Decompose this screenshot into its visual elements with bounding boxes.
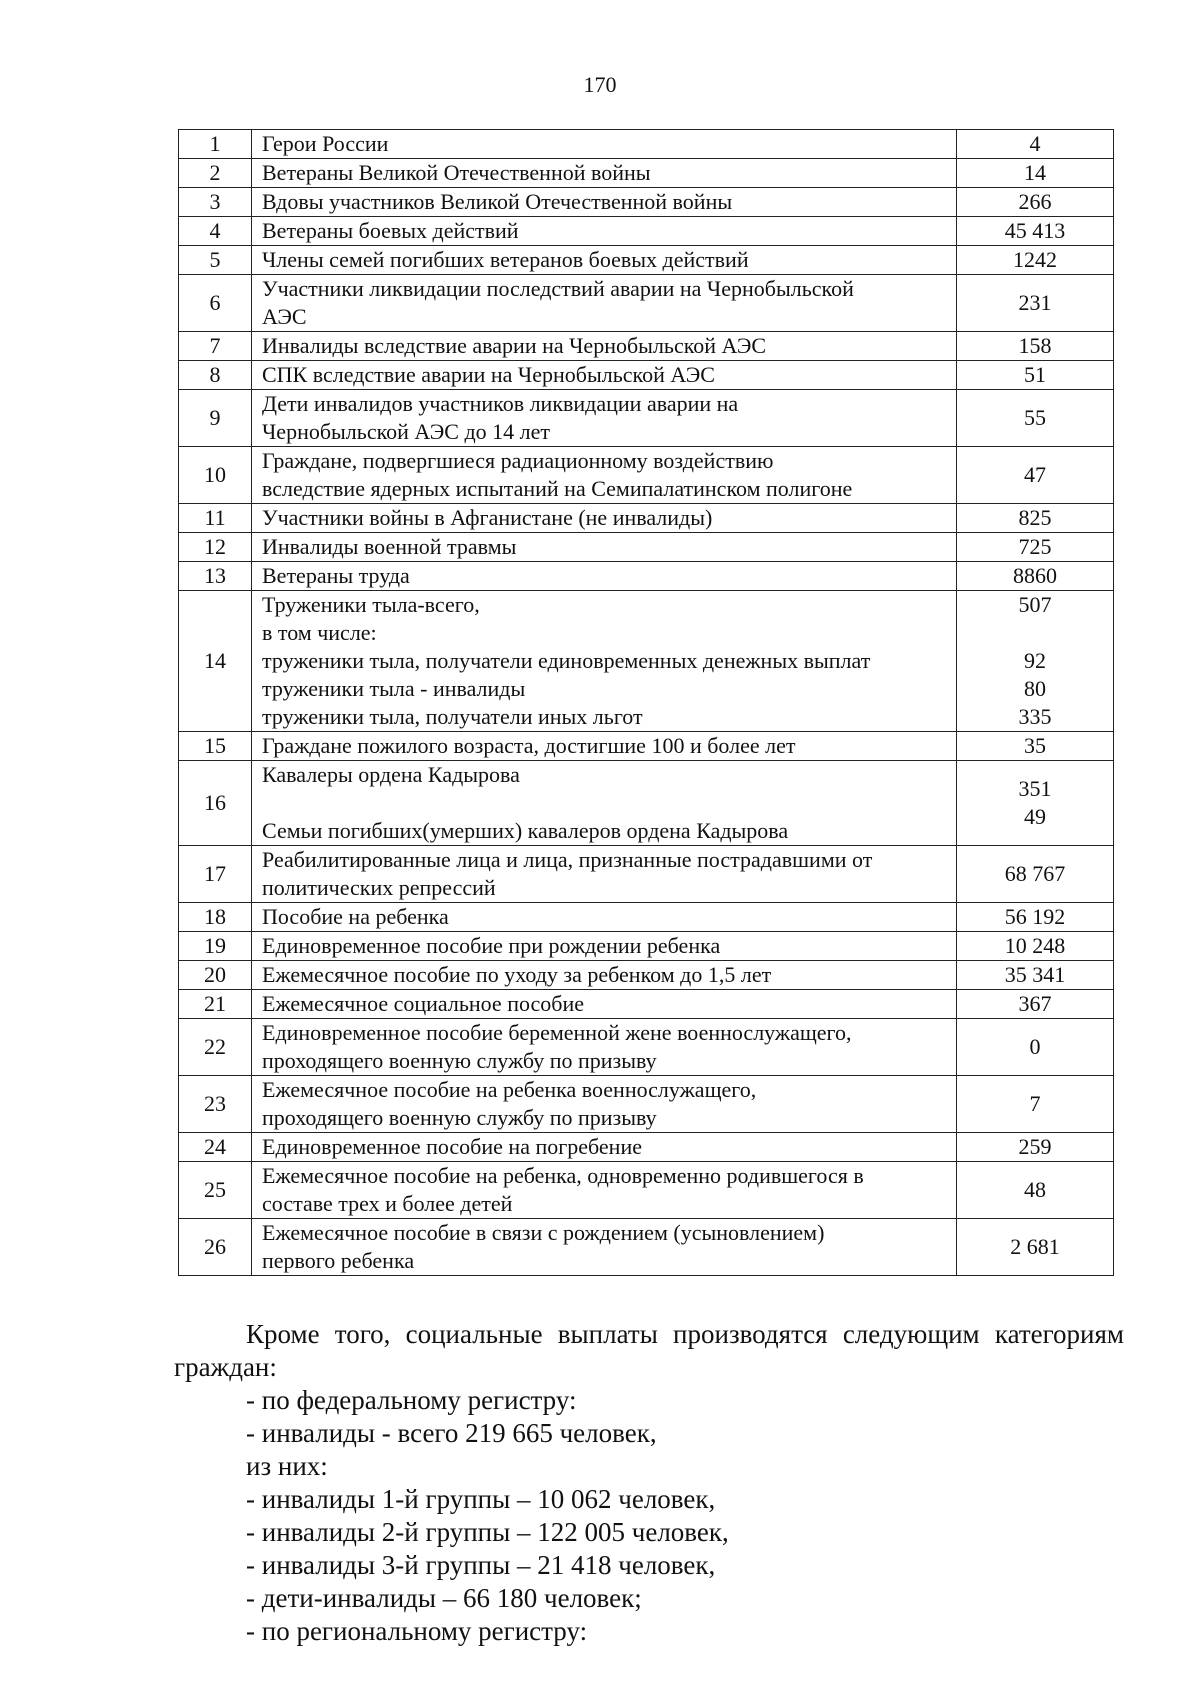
category-line: Участники войны в Афганистане (не инвалиды) [262, 505, 713, 530]
value-line: 14 [1024, 160, 1046, 185]
category-line: Реабилитированные лица и лица, признанные пострадавшими от [262, 847, 873, 872]
row-value [957, 159, 1114, 188]
row-category [252, 903, 957, 932]
row-number: 12 [179, 533, 252, 562]
row-value [957, 591, 1114, 732]
table-row [179, 1133, 1114, 1162]
value-line: 56 192 [1004, 904, 1066, 929]
row-category [252, 332, 957, 361]
row-value [957, 275, 1114, 332]
row-number: 20 [179, 961, 252, 990]
table-row [179, 1019, 1114, 1076]
row-number: 14 [179, 591, 252, 732]
row-category [252, 390, 957, 447]
row-value [957, 932, 1114, 961]
value-line: 725 [1018, 534, 1052, 559]
category-line: Единовременное пособие при рождении ребенка [262, 933, 721, 958]
row-category [252, 504, 957, 533]
table-row [179, 846, 1114, 903]
row-value [957, 390, 1114, 447]
table-row [179, 1219, 1114, 1276]
value-line: 7 [1029, 1091, 1041, 1116]
row-number: 19 [179, 932, 252, 961]
row-category [252, 761, 957, 846]
table-row [179, 903, 1114, 932]
row-value [957, 332, 1114, 361]
row-number: 18 [179, 903, 252, 932]
value-line: 45 413 [1004, 218, 1066, 243]
category-line: Труженики тыла-всего, [262, 592, 480, 617]
category-line: составе трех и более детей [262, 1191, 513, 1216]
category-line: политических репрессий [262, 875, 496, 900]
category-line: в том числе: [262, 620, 377, 645]
row-value [957, 1219, 1114, 1276]
value-line: 2 681 [1010, 1234, 1060, 1259]
table-body [179, 130, 1114, 1276]
row-category [252, 732, 957, 761]
row-number: 8 [179, 361, 252, 390]
table-row [179, 332, 1114, 361]
table-row [179, 159, 1114, 188]
row-number: 23 [179, 1076, 252, 1133]
category-line: первого ребенка [262, 1248, 415, 1273]
table-row [179, 217, 1114, 246]
row-number: 1 [179, 130, 252, 159]
category-line: Чернобыльской АЭС до 14 лет [262, 419, 551, 444]
row-category [252, 1219, 957, 1276]
table-row [179, 275, 1114, 332]
row-number: 9 [179, 390, 252, 447]
row-value [957, 846, 1114, 903]
row-number: 2 [179, 159, 252, 188]
row-number: 11 [179, 504, 252, 533]
row-value [957, 990, 1114, 1019]
row-value [957, 1162, 1114, 1219]
table-row [179, 130, 1114, 159]
category-line: Единовременное пособие на погребение [262, 1134, 642, 1159]
value-line: 92 [1024, 648, 1046, 673]
row-value [957, 732, 1114, 761]
category-line: труженики тыла - инвалиды [262, 676, 526, 701]
category-line: Граждане пожилого возраста, достигшие 100 и более лет [262, 733, 796, 758]
value-line: 10 248 [1004, 933, 1066, 958]
value-line: 55 [1024, 405, 1046, 430]
row-value [957, 217, 1114, 246]
row-category [252, 1019, 957, 1076]
table-row [179, 1076, 1114, 1133]
category-line: Дети инвалидов участников ликвидации аварии на [262, 391, 739, 416]
list-item: - инвалиды 3-й группы – 21 418 человек, [246, 1550, 716, 1580]
category-line: Ежемесячное пособие на ребенка военнослужащего, [262, 1077, 757, 1102]
table-row [179, 990, 1114, 1019]
row-category [252, 990, 957, 1019]
category-line: труженики тыла, получатели иных льгот [262, 704, 643, 729]
row-value [957, 246, 1114, 275]
table-row [179, 361, 1114, 390]
category-line: Ежемесячное пособие в связи с рождением (усыновлением) [262, 1220, 825, 1245]
row-number: 16 [179, 761, 252, 846]
row-value [957, 533, 1114, 562]
row-category [252, 1162, 957, 1219]
row-number: 25 [179, 1162, 252, 1219]
category-line: Члены семей погибших ветеранов боевых действий [262, 247, 749, 272]
row-category [252, 130, 957, 159]
value-line: 335 [1018, 704, 1052, 729]
row-category [252, 533, 957, 562]
value-line: 51 [1024, 362, 1046, 387]
category-line: Инвалиды военной травмы [262, 534, 517, 559]
list-item: - инвалиды 2-й группы – 122 005 человек, [246, 1517, 729, 1547]
category-line: Герои России [262, 131, 389, 156]
list-item: - инвалиды - всего 219 665 человек, [246, 1418, 657, 1448]
list-item: - по региональному регистру: [246, 1616, 588, 1646]
row-number: 24 [179, 1133, 252, 1162]
value-line: 1242 [1013, 247, 1057, 272]
row-category [252, 1133, 957, 1162]
row-category [252, 1076, 957, 1133]
category-line: АЭС [262, 304, 307, 329]
row-category [252, 562, 957, 591]
row-category [252, 447, 957, 504]
category-line: проходящего военную службу по призыву [262, 1105, 657, 1130]
row-number: 21 [179, 990, 252, 1019]
value-line [967, 619, 1103, 647]
category-line: Пособие на ребенка [262, 904, 449, 929]
row-value [957, 1133, 1114, 1162]
value-line: 158 [1018, 333, 1052, 358]
list-item: - по федеральному регистру: [246, 1385, 577, 1415]
category-line: вследствие ядерных испытаний на Семипалатинском полигоне [262, 476, 853, 501]
category-line: Ветераны труда [262, 563, 410, 588]
row-value [957, 188, 1114, 217]
category-line: Ежемесячное социальное пособие [262, 991, 585, 1016]
row-value [957, 903, 1114, 932]
category-line: Ежемесячное пособие по уходу за ребенком до 1,5 лет [262, 962, 772, 987]
row-number: 3 [179, 188, 252, 217]
value-line: 35 [1024, 733, 1046, 758]
row-category [252, 846, 957, 903]
value-line: 47 [1024, 462, 1046, 487]
table-row [179, 533, 1114, 562]
value-line: 231 [1018, 290, 1052, 315]
value-line: 4 [1029, 131, 1041, 156]
category-line: СПК вследствие аварии на Чернобыльской АЭС [262, 362, 715, 387]
category-line: Ветераны Великой Отечественной войны [262, 160, 651, 185]
row-number: 4 [179, 217, 252, 246]
body-text [174, 1318, 1124, 1648]
table-row [179, 504, 1114, 533]
category-line [262, 789, 946, 817]
value-line: 351 [1018, 776, 1052, 801]
value-line: 507 [1018, 592, 1052, 617]
value-line: 80 [1024, 676, 1046, 701]
row-category [252, 188, 957, 217]
row-category [252, 961, 957, 990]
category-line: Кавалеры ордена Кадырова [262, 762, 520, 787]
row-category [252, 361, 957, 390]
row-category [252, 591, 957, 732]
value-line: 259 [1018, 1134, 1052, 1159]
table-row [179, 761, 1114, 846]
category-line: Единовременное пособие беременной жене военнослужащего, [262, 1020, 852, 1045]
row-value [957, 130, 1114, 159]
row-number: 13 [179, 562, 252, 591]
row-category [252, 246, 957, 275]
category-line: Ежемесячное пособие на ребенка, одновременно родившегося в [262, 1163, 864, 1188]
row-number: 26 [179, 1219, 252, 1276]
row-number: 6 [179, 275, 252, 332]
category-line: проходящего военную службу по призыву [262, 1048, 657, 1073]
value-line: 48 [1024, 1177, 1046, 1202]
value-line: 68 767 [1004, 861, 1066, 886]
category-line: Семьи погибших(умерших) кавалеров ордена Кадырова [262, 818, 789, 843]
category-line: Граждане, подвергшиеся радиационному воздействию [262, 448, 774, 473]
row-value [957, 961, 1114, 990]
row-number: 10 [179, 447, 252, 504]
row-value [957, 447, 1114, 504]
row-category [252, 159, 957, 188]
value-line: 266 [1018, 189, 1052, 214]
row-value [957, 361, 1114, 390]
list-item: - инвалиды 1-й группы – 10 062 человек, [246, 1484, 716, 1514]
table-row [179, 961, 1114, 990]
intro-paragraph: Кроме того, социальные выплаты производятся следующим категориям граждан: [174, 1319, 1124, 1382]
table-row [179, 562, 1114, 591]
value-line: 367 [1018, 991, 1052, 1016]
value-line: 825 [1018, 505, 1052, 530]
row-category [252, 275, 957, 332]
value-line: 0 [1029, 1034, 1041, 1059]
row-number: 5 [179, 246, 252, 275]
table-row [179, 1162, 1114, 1219]
row-value [957, 562, 1114, 591]
category-line: Участники ликвидации последствий аварии на Чернобыльской [262, 276, 854, 301]
list-item: - дети-инвалиды – 66 180 человек; [246, 1583, 642, 1613]
row-value [957, 761, 1114, 846]
table-row [179, 246, 1114, 275]
row-number: 15 [179, 732, 252, 761]
row-number: 7 [179, 332, 252, 361]
category-line: Ветераны боевых действий [262, 218, 519, 243]
row-category [252, 217, 957, 246]
value-line: 49 [1024, 804, 1046, 829]
category-line: Инвалиды вследствие аварии на Чернобыльской АЭС [262, 333, 767, 358]
row-value [957, 1019, 1114, 1076]
benefits-table [178, 129, 1114, 1276]
table-row [179, 932, 1114, 961]
row-value [957, 504, 1114, 533]
table-row [179, 390, 1114, 447]
row-value [957, 1076, 1114, 1133]
table-row [179, 188, 1114, 217]
table-row [179, 732, 1114, 761]
category-list [174, 1384, 1124, 1648]
value-line: 35 341 [1004, 962, 1066, 987]
page-number: 170 [583, 72, 617, 97]
row-number: 17 [179, 846, 252, 903]
category-line: труженики тыла, получатели единовременных денежных выплат [262, 648, 871, 673]
list-item: из них: [246, 1451, 328, 1481]
row-category [252, 932, 957, 961]
table-row [179, 447, 1114, 504]
category-line: Вдовы участников Великой Отечественной войны [262, 189, 733, 214]
table-row [179, 591, 1114, 732]
row-number: 22 [179, 1019, 252, 1076]
value-line: 8860 [1013, 563, 1057, 588]
